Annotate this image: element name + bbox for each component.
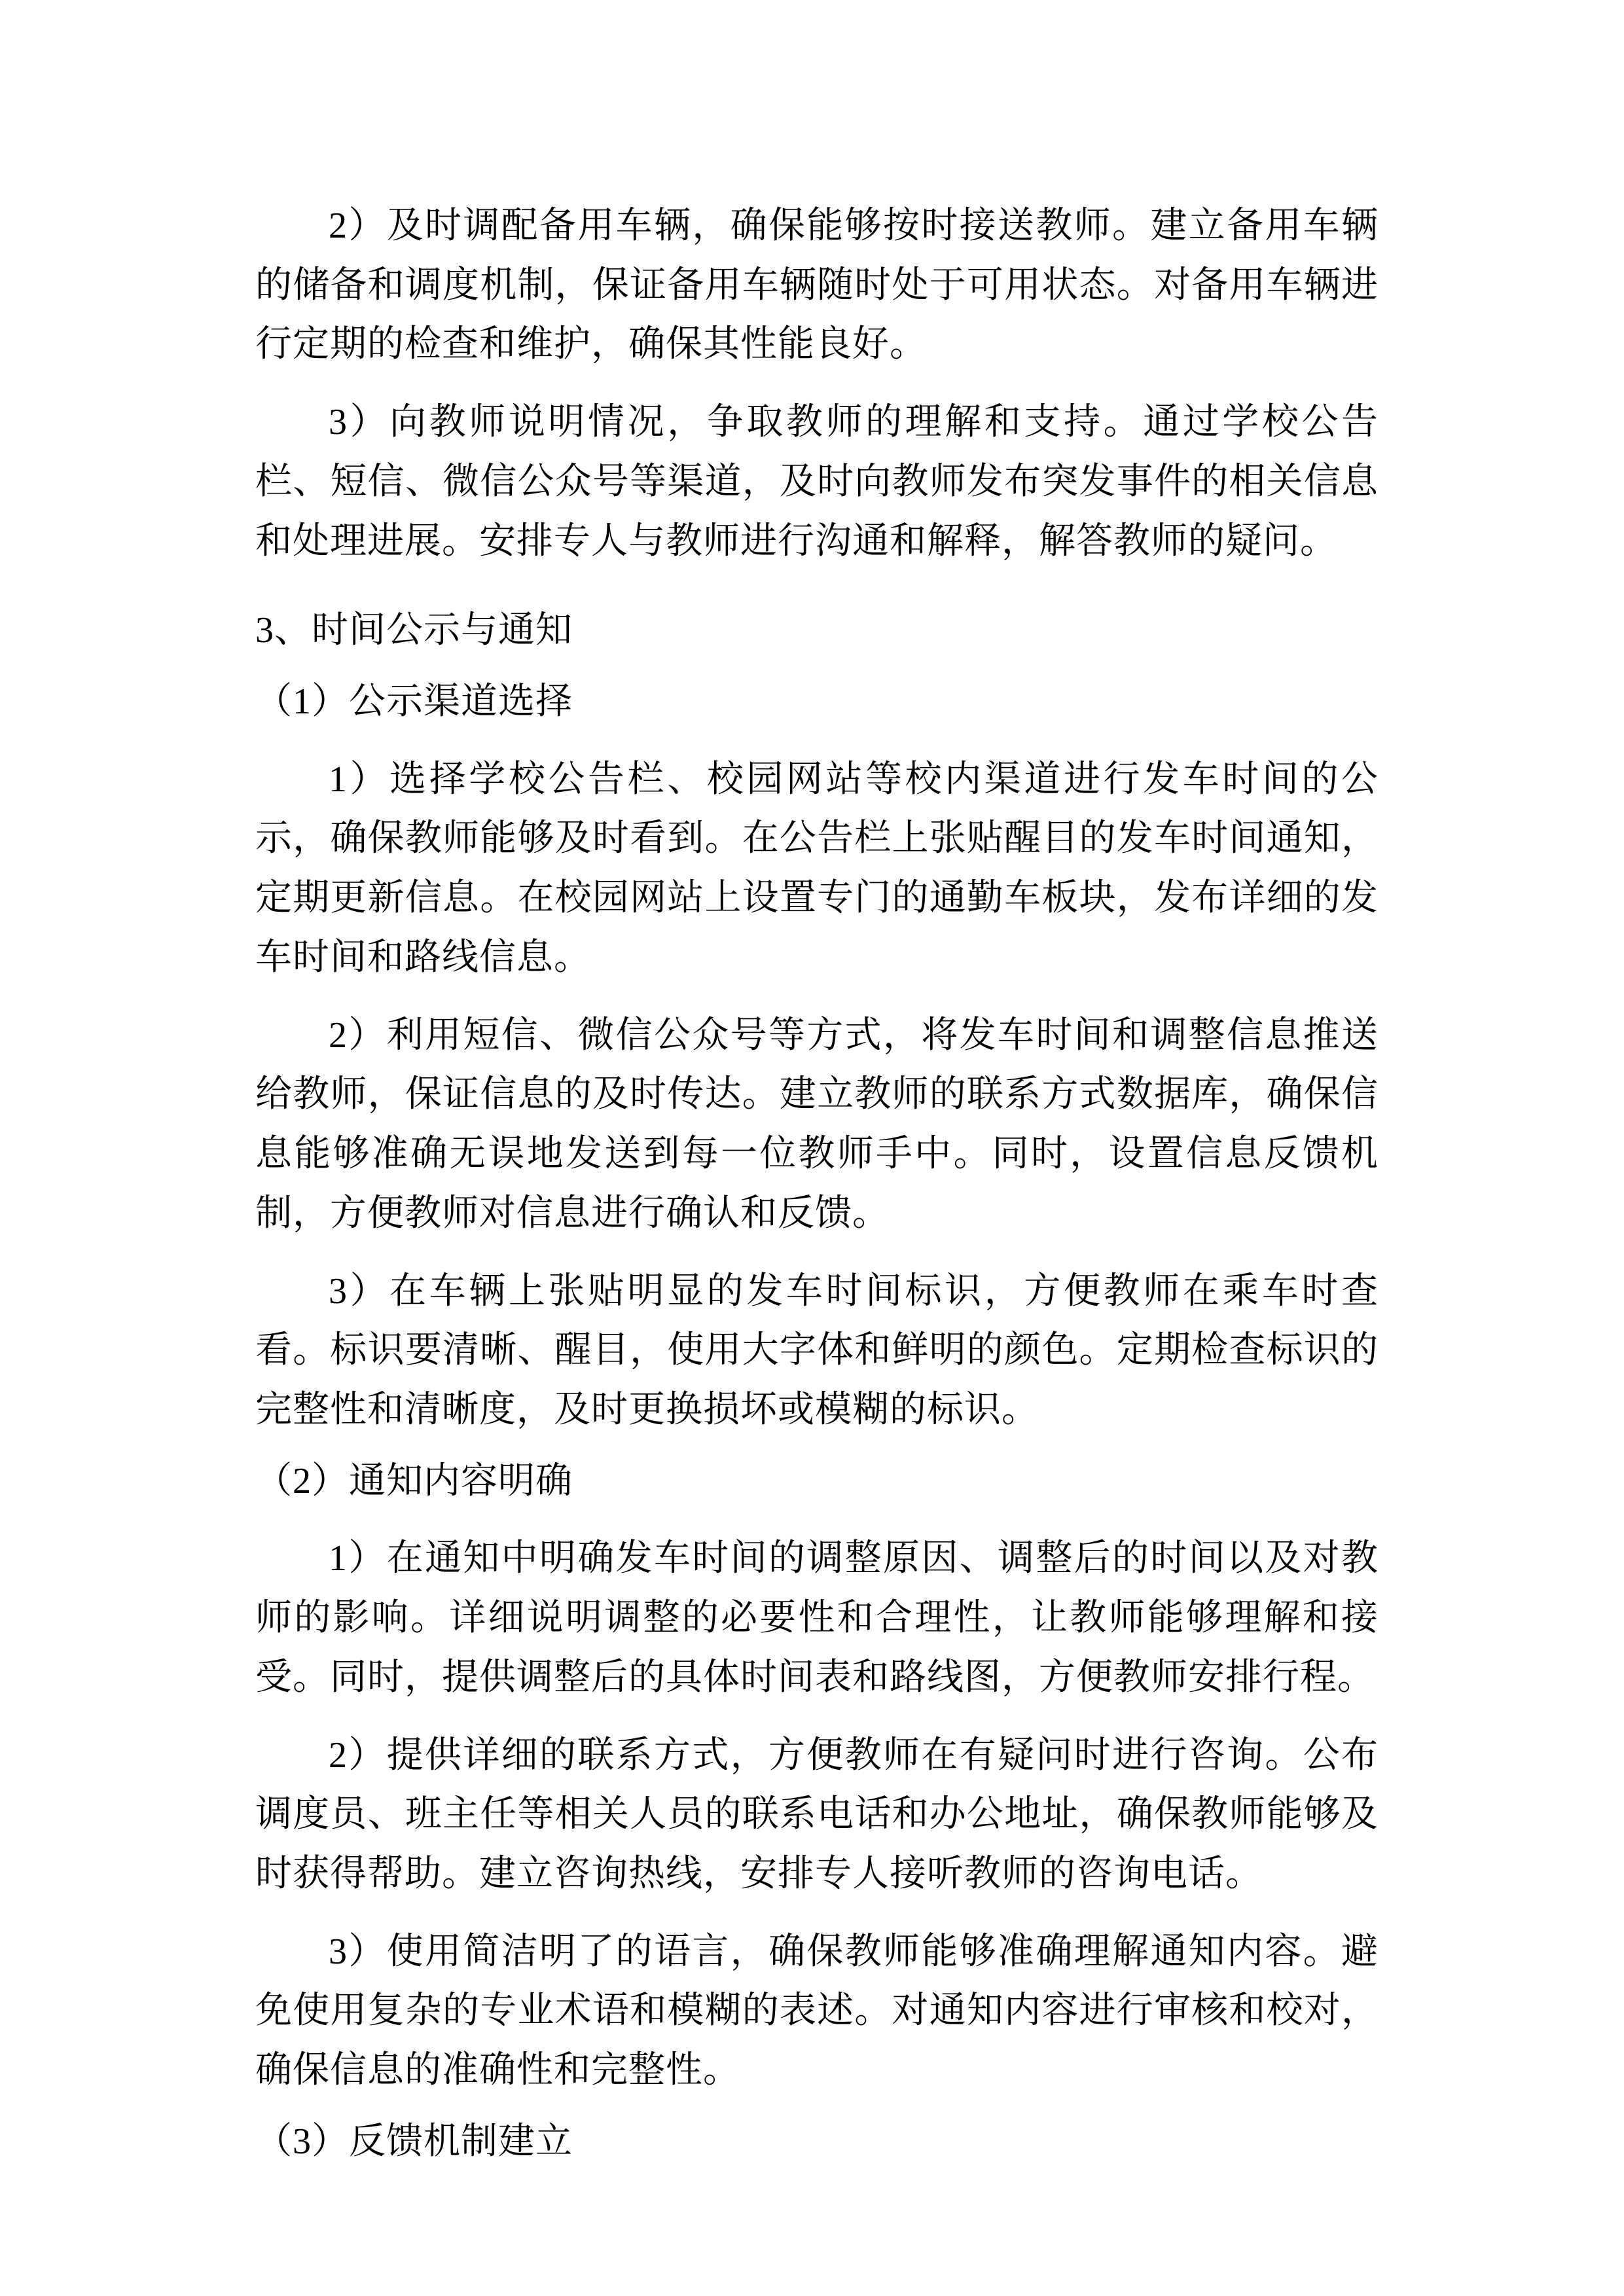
paragraph: 3）在车辆上张贴明显的发车时间标识，方便教师在乘车时查看。标识要清晰、醒目，使用大字体和鲜明的颜色。定期检查标识的完整性和清晰度，及时更换损坏或模糊的标识。 (255, 1270, 1379, 1430)
paragraph: 2）及时调配备用车辆，确保能够按时接送教师。建立备用车辆的储备和调度机制，保证备用车辆随时处于可用状态。对备用车辆进行定期的检查和维护，确保其性能良好。 (255, 206, 1379, 365)
section-heading: 3、时间公示与通知 (255, 610, 573, 651)
paragraph: 1）选择学校公告栏、校园网站等校内渠道进行发车时间的公示，确保教师能够及时看到。在公告栏上张贴醒目的发车时间通知，定期更新信息。在校园网站上设置专门的通勤车板块，发布详细的发车时间和路线信息。 (255, 759, 1379, 978)
paragraph: 1）在通知中明确发车时间的调整原因、调整后的时间以及对教师的影响。详细说明调整的必要性和合理性，让教师能够理解和接受。同时，提供调整后的具体时间表和路线图，方便教师安排行程。 (255, 1538, 1379, 1698)
paragraph: 2）提供详细的联系方式，方便教师在有疑问时进行咨询。公布调度员、班主任等相关人员的联系电话和办公地址，确保教师能够及时获得帮助。建立咨询热线，安排专人接听教师的咨询电话。 (255, 1734, 1379, 1894)
subsection-heading: （1）公示渠道选择 (255, 681, 573, 723)
paragraph: 3）使用简洁明了的语言，确保教师能够准确理解通知内容。避免使用复杂的专业术语和模糊的表述。对通知内容进行审核和校对，确保信息的准确性和完整性。 (255, 1931, 1379, 2091)
subsection-heading: （2）通知内容明确 (255, 1460, 573, 1501)
subsection-heading: （3）反馈机制建立 (255, 2121, 573, 2162)
paragraph: 3）向教师说明情况，争取教师的理解和支持。通过学校公告栏、短信、微信公众号等渠道，及时向教师发布突发事件的相关信息和处理进展。安排专人与教师进行沟通和解释，解答教师的疑问。 (255, 402, 1379, 562)
paragraph: 2）利用短信、微信公众号等方式，将发车时间和调整信息推送给教师，保证信息的及时传达。建立教师的联系方式数据库，确保信息能够准确无误地发送到每一位教师手中。同时，设置信息反馈机制，方便教师对信息进行确认和反馈。 (255, 1014, 1379, 1234)
document-body (255, 196, 1379, 2172)
